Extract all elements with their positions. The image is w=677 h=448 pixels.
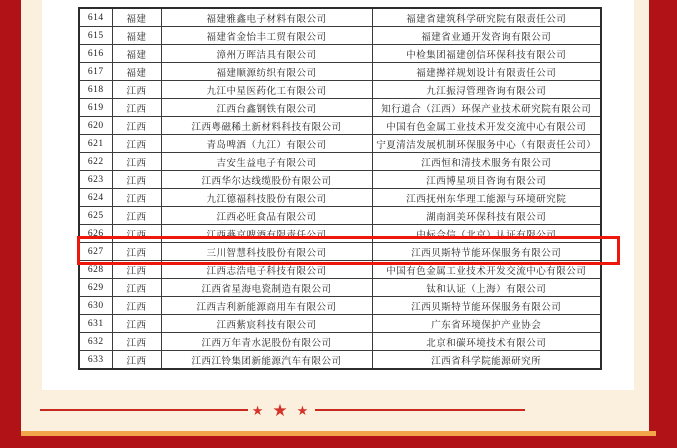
table-body xyxy=(79,8,601,369)
partner-cell: 中标合信（北京）认证有限公司 xyxy=(372,225,601,243)
table-row xyxy=(79,297,601,315)
company-cell: 吉安生益电子有限公司 xyxy=(161,153,372,171)
province-cell: 江西 xyxy=(112,261,161,279)
province-cell: 江西 xyxy=(112,171,161,189)
row-number-cell: 625 xyxy=(79,207,112,225)
partner-cell: 江西恒和清技术服务有限公司 xyxy=(372,153,601,171)
company-cell: 青岛啤酒（九江）有限公司 xyxy=(161,135,372,153)
table-row xyxy=(79,189,601,207)
footer-orange-line xyxy=(21,431,656,436)
partner-cell: 湖南润美环保科技有限公司 xyxy=(372,207,601,225)
row-number-cell: 617 xyxy=(79,63,112,81)
partner-cell: 广东省环境保护产业协会 xyxy=(372,315,601,333)
partner-cell: 福建撵祥规划设计有限责任公司 xyxy=(372,63,601,81)
row-number-cell: 633 xyxy=(79,351,112,370)
partner-cell: 北京和碳环境技术有限公司 xyxy=(372,333,601,351)
row-number-cell: 620 xyxy=(79,117,112,135)
company-cell: 福建顺源纺织有限公司 xyxy=(161,63,372,81)
highlight-box xyxy=(77,236,620,265)
table-row xyxy=(79,45,601,63)
table-row xyxy=(79,279,601,297)
company-cell: 江西江铃集团新能源汽车有限公司 xyxy=(161,351,372,370)
table-row xyxy=(79,27,601,45)
table-row xyxy=(79,153,601,171)
province-cell: 江西 xyxy=(112,315,161,333)
star-icon: ★ xyxy=(272,400,288,420)
row-number-cell: 628 xyxy=(79,261,112,279)
company-cell: 江西华尔达线缆股份有限公司 xyxy=(161,171,372,189)
star-icon: ★ xyxy=(296,402,309,418)
row-number-cell: 615 xyxy=(79,27,112,45)
row-number-cell: 627 xyxy=(79,243,112,261)
province-cell: 福建 xyxy=(112,27,161,45)
province-cell: 江西 xyxy=(112,99,161,117)
company-cell: 江西省星海电瓷制造有限公司 xyxy=(161,279,372,297)
row-number-cell: 631 xyxy=(79,315,112,333)
company-cell: 江西紫宸科技有限公司 xyxy=(161,315,372,333)
province-cell: 江西 xyxy=(112,135,161,153)
table-row xyxy=(79,315,601,333)
table-row xyxy=(79,171,601,189)
partner-cell: 中检集团福建创信环保科技有限公司 xyxy=(372,45,601,63)
table-row xyxy=(79,8,601,27)
row-number-cell: 614 xyxy=(79,8,112,27)
company-table xyxy=(78,7,602,370)
partner-cell: 中国有色金属工业技术开发交流中心有限公司 xyxy=(372,117,601,135)
partner-cell: 钛和认证（上海）有限公司 xyxy=(372,279,601,297)
table-row xyxy=(79,207,601,225)
company-cell: 江西必旺食品有限公司 xyxy=(161,207,372,225)
province-cell: 江西 xyxy=(112,351,161,370)
company-cell: 江西粤磁稀土新材料科技有限公司 xyxy=(161,117,372,135)
divider-line-right xyxy=(315,409,525,411)
province-cell: 江西 xyxy=(112,297,161,315)
row-number-cell: 632 xyxy=(79,333,112,351)
table-row xyxy=(79,333,601,351)
province-cell: 福建 xyxy=(112,8,161,27)
table-row xyxy=(79,351,601,370)
province-cell: 福建 xyxy=(112,45,161,63)
partner-cell: 九江振浔管理咨询有限公司 xyxy=(372,81,601,99)
partner-cell: 江西抚州东华理工能源与环境研究院 xyxy=(372,189,601,207)
province-cell: 江西 xyxy=(112,225,161,243)
company-cell: 江西台鑫钢铁有限公司 xyxy=(161,99,372,117)
province-cell: 江西 xyxy=(112,207,161,225)
partner-cell: 福建省业通开发咨询有限公司 xyxy=(372,27,601,45)
table-row xyxy=(79,99,601,117)
company-cell: 江西燕京啤酒有限责任公司 xyxy=(161,225,372,243)
province-cell: 江西 xyxy=(112,333,161,351)
company-cell: 江西万年青水泥股份有限公司 xyxy=(161,333,372,351)
partner-cell: 知行道合（江西）环保产业技术研究院有限公司 xyxy=(372,99,601,117)
company-cell: 九江德福科技股份有限公司 xyxy=(161,189,372,207)
row-number-cell: 619 xyxy=(79,99,112,117)
province-cell: 江西 xyxy=(112,81,161,99)
row-number-cell: 629 xyxy=(79,279,112,297)
province-cell: 江西 xyxy=(112,153,161,171)
table-row xyxy=(79,63,601,81)
row-number-cell: 630 xyxy=(79,297,112,315)
company-cell: 江西志浩电子科技有限公司 xyxy=(161,261,372,279)
row-number-cell: 616 xyxy=(79,45,112,63)
company-cell: 福建雅鑫电子材料有限公司 xyxy=(161,8,372,27)
row-number-cell: 626 xyxy=(79,225,112,243)
row-number-cell: 621 xyxy=(79,135,112,153)
row-number-cell: 618 xyxy=(79,81,112,99)
company-cell: 九江中星医药化工有限公司 xyxy=(161,81,372,99)
partner-cell: 中国有色金属工业技术开发交流中心有限公司 xyxy=(372,261,601,279)
star-icon: ★ xyxy=(251,402,264,418)
row-number-cell: 624 xyxy=(79,189,112,207)
table-row xyxy=(79,117,601,135)
table-row xyxy=(79,81,601,99)
partner-cell: 宁夏清洁发展机制环保服务中心（有限责任公司） xyxy=(372,135,601,153)
company-cell: 福建省金怡丰工贸有限公司 xyxy=(161,27,372,45)
partner-cell: 江西贝斯特节能环保服务有限公司 xyxy=(372,297,601,315)
province-cell: 江西 xyxy=(112,279,161,297)
partner-cell: 福建省建筑科学研究院有限责任公司 xyxy=(372,8,601,27)
row-number-cell: 622 xyxy=(79,153,112,171)
province-cell: 江西 xyxy=(112,117,161,135)
company-cell: 江西吉利新能源商用车有限公司 xyxy=(161,297,372,315)
row-number-cell: 623 xyxy=(79,171,112,189)
partner-cell: 江西贝斯特节能环保服务有限公司 xyxy=(372,243,601,261)
star-divider xyxy=(240,398,320,422)
company-cell: 漳州万晖洁具有限公司 xyxy=(161,45,372,63)
partner-cell: 江西博星项目咨询有限公司 xyxy=(372,171,601,189)
province-cell: 福建 xyxy=(112,63,161,81)
company-cell: 三川智慧科技股份有限公司 xyxy=(161,243,372,261)
province-cell: 江西 xyxy=(112,243,161,261)
province-cell: 江西 xyxy=(112,189,161,207)
divider-line-left xyxy=(40,409,248,411)
partner-cell: 江西省科学院能源研究所 xyxy=(372,351,601,370)
table-row xyxy=(79,135,601,153)
